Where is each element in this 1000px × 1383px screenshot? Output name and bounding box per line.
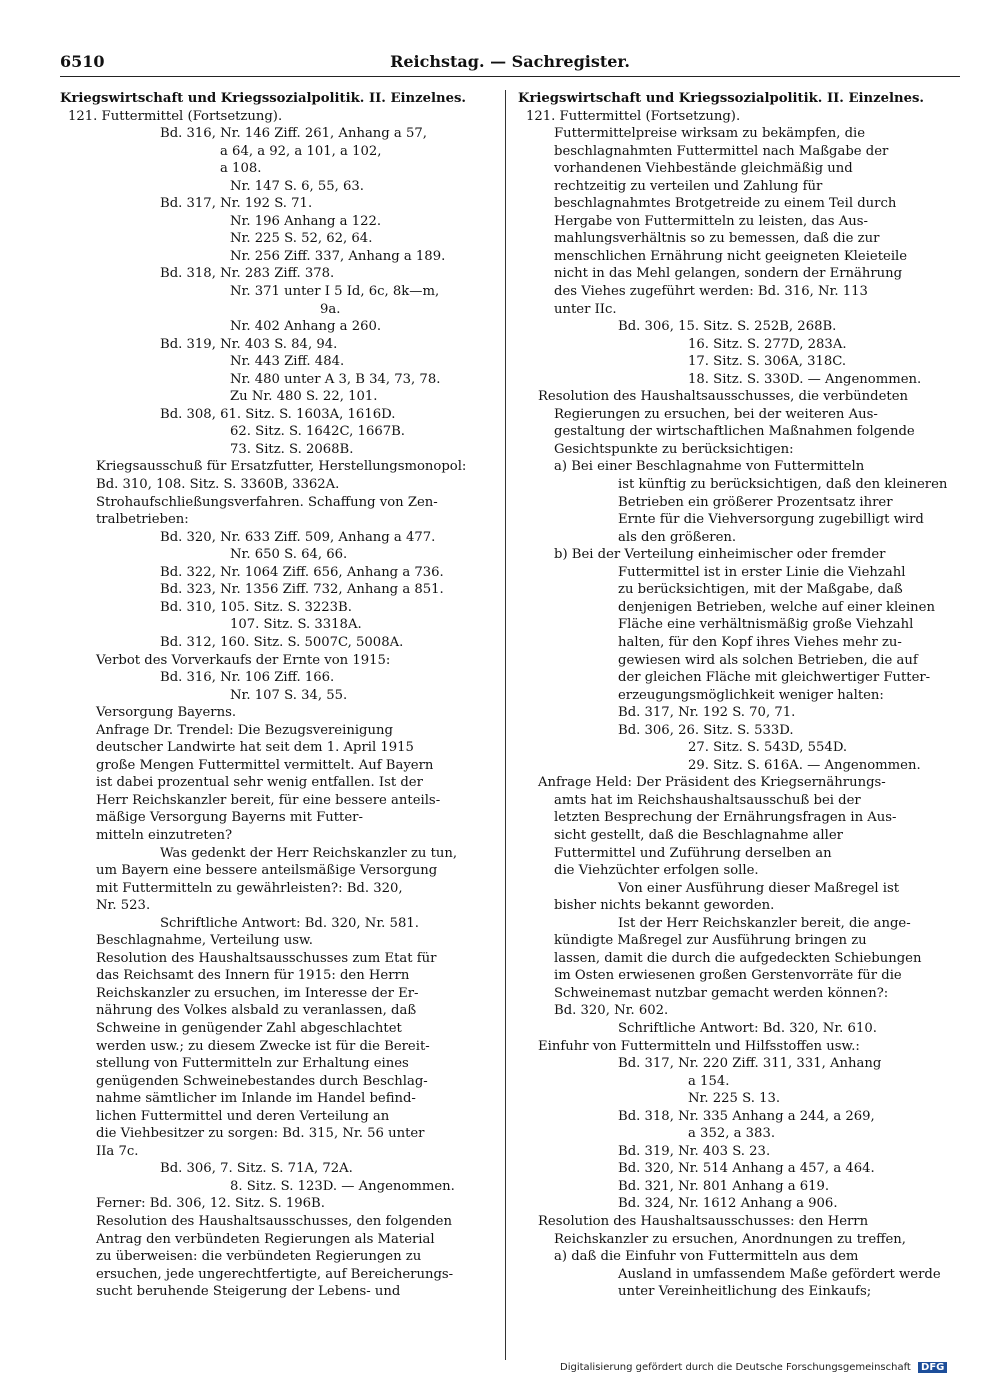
text-line: rechtzeitig zu verteilen und Zahlung für: [554, 178, 823, 194]
text-line: Nr. 225 S. 52, 62, 64.: [230, 231, 373, 247]
text-line: deutscher Landwirte hat seit dem 1. April 1915: [96, 740, 414, 756]
text-line: Reichskanzler zu ersuchen, im Interesse der Er-: [96, 985, 419, 1001]
page-title: Reichstag. — Sachregister.: [390, 52, 630, 71]
text-line: menschlichen Ernährung nicht geeigneten Kleieteile: [554, 248, 908, 264]
text-line: Betrieben ein größerer Prozentsatz ihrer: [618, 494, 893, 510]
text-line: a 154.: [688, 1073, 730, 1089]
text-line: mahlungsverhältnis so zu bemessen, daß die zur: [554, 231, 880, 247]
text-line: Futtermittel und Zuführung derselben an: [554, 845, 832, 861]
text-line: 9a.: [320, 301, 341, 317]
text-line: a) Bei einer Beschlagnahme von Futtermitteln: [554, 459, 865, 475]
text-line: Schriftliche Antwort: Bd. 320, Nr. 610.: [618, 1020, 877, 1036]
text-line: lichen Futtermittel und deren Verteilung an: [96, 1108, 390, 1124]
text-line: 18. Sitz. S. 330D. — Angenommen.: [688, 371, 922, 387]
text-line: Kriegsausschuß für Ersatzfutter, Herstellungsmonopol:: [96, 459, 467, 475]
text-line: Reichskanzler zu ersuchen, Anordnungen zu treffen,: [554, 1231, 906, 1247]
text-line: Nr. 196 Anhang a 122.: [230, 213, 382, 229]
text-line: Ferner: Bd. 306, 12. Sitz. S. 196B.: [96, 1196, 325, 1212]
text-line: als den größeren.: [618, 529, 737, 545]
text-line: mit Futtermitteln zu gewährleisten?: Bd. 320,: [96, 880, 403, 896]
text-line: im Osten erwiesenen großen Gerstenvorräte für die: [554, 968, 902, 984]
text-line: sicht gestellt, daß die Beschlagnahme aller: [554, 827, 843, 843]
dfg-logo: DFG: [918, 1362, 947, 1373]
text-line: 29. Sitz. S. 616A. — Angenommen.: [688, 757, 921, 773]
footer-credit: [560, 1362, 947, 1373]
text-line: Regierungen zu ersuchen, bei der weiteren Aus-: [554, 406, 878, 422]
text-line: Resolution des Haushaltsausschusses, den folgenden: [96, 1214, 452, 1229]
text-line: 8. Sitz. S. 123D. — Angenommen.: [230, 1178, 455, 1194]
text-line: des Viehes zugeführt werden: Bd. 316, Nr. 113: [554, 284, 868, 300]
text-line: genügenden Schweinebestandes durch Beschlag-: [96, 1073, 428, 1089]
text-line: Anfrage Held: Der Präsident des Kriegsernährungs-: [538, 775, 886, 791]
text-line: Ernte für die Viehversorgung zugebilligt wird: [618, 512, 924, 528]
text-line: Bd. 320, Nr. 633 Ziff. 509, Anhang a 477.: [160, 529, 436, 545]
text-line: Hergabe von Futtermitteln zu leisten, das Aus-: [554, 213, 868, 229]
text-line: das Reichsamt des Innern für 1915: den Herrn: [96, 968, 410, 984]
text-line: Bd. 306, 26. Sitz. S. 533D.: [618, 722, 794, 738]
text-line: beschlagnahmten Futtermittel nach Maßgabe der: [554, 143, 889, 159]
text-line: a 108.: [220, 161, 262, 177]
text-line: Beschlagnahme, Verteilung usw.: [96, 933, 313, 949]
text-line: die Viehbesitzer zu sorgen: Bd. 315, Nr. 56 unter: [96, 1126, 425, 1142]
text-line: Futtermittelpreise wirksam zu bekämpfen, die: [554, 126, 866, 142]
section-heading: Kriegswirtschaft und Kriegssozialpolitik. II. Einzelnes.: [60, 91, 467, 106]
text-line: Nr. 480 unter A 3, B 34, 73, 78.: [230, 371, 441, 387]
text-line: gestaltung der wirtschaftlichen Maßnahmen folgende: [554, 424, 915, 440]
left-column: [60, 90, 492, 1360]
text-line: IIa 7c.: [96, 1143, 139, 1159]
text-line: Resolution des Haushaltsausschusses, die verbündeten: [538, 389, 909, 405]
text-line: Nr. 147 S. 6, 55, 63.: [230, 178, 364, 194]
text-line: b) Bei der Verteilung einheimischer oder fremder: [554, 547, 886, 563]
text-line: lassen, damit die durch die aufgedeckten Schiebungen: [554, 950, 922, 966]
text-line: 27. Sitz. S. 543D, 554D.: [688, 740, 848, 756]
text-line: Schweinemast nutzbar gemacht werden können?:: [554, 985, 889, 1001]
text-line: Schriftliche Antwort: Bd. 320, Nr. 581.: [160, 915, 419, 931]
text-line: a 352, a 383.: [688, 1126, 776, 1142]
text-line: Nr. 523.: [96, 898, 151, 914]
text-line: die Viehzüchter erfolgen solle.: [554, 863, 759, 879]
text-line: Bd. 308, 61. Sitz. S. 1603A, 1616D.: [160, 406, 396, 422]
text-line: sucht beruhende Steigerung der Lebens- und: [96, 1284, 401, 1300]
text-line: Zu Nr. 480 S. 22, 101.: [230, 389, 378, 405]
text-line: ersuchen, jede ungerechtfertigte, auf Bereicherungs-: [96, 1266, 454, 1282]
text-line: Resolution des Haushaltsausschusses zum Etat für: [96, 950, 437, 966]
text-line: Bd. 318, Nr. 335 Anhang a 244, a 269,: [618, 1108, 875, 1124]
text-line: nicht in das Mehl gelangen, sondern der Ernährung: [554, 266, 903, 282]
text-line: letzten Besprechung der Ernährungsfragen in Aus-: [554, 810, 897, 826]
text-line: Bd. 319, Nr. 403 S. 23.: [618, 1143, 771, 1159]
text-line: nährung des Volkes alsbald zu veranlassen, daß: [96, 1003, 417, 1019]
text-line: erzeugungsmöglichkeit weniger halten:: [618, 687, 884, 703]
text-line: ist künftig zu berücksichtigen, daß den kleineren: [618, 477, 948, 493]
text-line: Von einer Ausführung dieser Maßregel ist: [618, 880, 900, 896]
text-line: ist dabei prozentual sehr wenig entfallen. Ist der: [96, 775, 423, 791]
text-line: Bd. 320, Nr. 514 Anhang a 457, a 464.: [618, 1161, 875, 1177]
text-line: 62. Sitz. S. 1642C, 1667B.: [230, 424, 406, 440]
text-line: Bd. 316, Nr. 146 Ziff. 261, Anhang a 57,: [160, 126, 427, 142]
text-line: Bd. 320, Nr. 602.: [554, 1003, 669, 1019]
text-line: Bd. 323, Nr. 1356 Ziff. 732, Anhang a 851.: [160, 582, 444, 598]
text-line: mäßige Versorgung Bayerns mit Futter-: [96, 810, 363, 826]
text-line: halten, für den Kopf ihres Viehes mehr zu-: [618, 634, 902, 650]
footer-text: Digitalisierung gefördert durch die Deutsche Forschungsgemeinschaft: [560, 1362, 911, 1373]
text-line: Resolution des Haushaltsausschusses: den Herrn: [538, 1214, 869, 1229]
text-line: Bd. 324, Nr. 1612 Anhang a 906.: [618, 1196, 838, 1212]
text-line: nahme sämtlicher im Inlande im Handel befind-: [96, 1091, 416, 1107]
text-line: kündigte Maßregel zur Ausführung bringen zu: [554, 933, 867, 949]
text-line: Bd. 310, 108. Sitz. S. 3360B, 3362A.: [96, 477, 340, 493]
text-line: Bd. 310, 105. Sitz. S. 3223B.: [160, 599, 352, 615]
text-line: Bd. 322, Nr. 1064 Ziff. 656, Anhang a 736.: [160, 564, 444, 580]
text-line: Nr. 650 S. 64, 66.: [230, 547, 348, 563]
text-line: gewiesen wird als solchen Betrieben, die auf: [618, 652, 918, 668]
text-line: 73. Sitz. S. 2068B.: [230, 441, 354, 457]
text-line: Bd. 318, Nr. 283 Ziff. 378.: [160, 266, 335, 282]
text-line: Bd. 306, 15. Sitz. S. 252B, 268B.: [618, 319, 837, 335]
text-line: Einfuhr von Futtermitteln und Hilfsstoffen usw.:: [538, 1038, 860, 1054]
text-line: amts hat im Reichshaushaltsausschuß bei der: [554, 792, 861, 808]
two-column-body: [60, 90, 960, 1360]
text-line: zu überweisen: die verbündeten Regierungen zu: [96, 1249, 422, 1265]
text-line: 17. Sitz. S. 306A, 318C.: [688, 354, 847, 370]
text-line: werden usw.; zu diesem Zwecke ist für die Bereit-: [96, 1038, 430, 1054]
text-line: 107. Sitz. S. 3318A.: [230, 617, 362, 633]
text-line: denjenigen Betrieben, welche auf einer kleinen: [618, 599, 935, 615]
text-line: Nr. 443 Ziff. 484.: [230, 354, 345, 370]
text-line: unter IIc.: [554, 301, 617, 317]
text-line: stellung von Futtermitteln zur Erhaltung eines: [96, 1056, 409, 1072]
text-line: mitteln einzutreten?: [96, 827, 233, 843]
right-column: [518, 90, 950, 1360]
text-line: unter Vereinheitlichung des Einkaufs;: [618, 1284, 872, 1300]
text-line: Nr. 371 unter I 5 Id, 6c, 8k—m,: [230, 284, 440, 300]
page: [60, 50, 960, 1300]
text-line: Bd. 319, Nr. 403 S. 84, 94.: [160, 336, 338, 352]
text-line: Fläche eine verhältnismäßig große Viehzahl: [618, 617, 914, 633]
text-line: Gesichtspunkte zu berücksichtigen:: [554, 441, 794, 457]
text-line: Bd. 321, Nr. 801 Anhang a 619.: [618, 1178, 830, 1194]
text-line: Futtermittel ist in erster Linie die Viehzahl: [618, 564, 906, 580]
text-line: 121. Futtermittel (Fortsetzung).: [68, 108, 283, 124]
text-line: Bd. 317, Nr. 220 Ziff. 311, 331, Anhang: [618, 1056, 882, 1072]
text-line: Nr. 107 S. 34, 55.: [230, 687, 348, 703]
text-line: zu berücksichtigen, mit der Maßgabe, daß: [618, 582, 903, 598]
text-line: 121. Futtermittel (Fortsetzung).: [526, 108, 741, 124]
text-line: große Mengen Futtermittel vermittelt. Auf Bayern: [96, 757, 434, 773]
text-line: Herr Reichskanzler bereit, für eine bessere anteils-: [96, 792, 441, 808]
text-line: Bd. 306, 7. Sitz. S. 71A, 72A.: [160, 1161, 353, 1177]
text-line: Nr. 225 S. 13.: [688, 1091, 781, 1107]
text-line: Versorgung Bayerns.: [96, 705, 237, 721]
text-line: a 64, a 92, a 101, a 102,: [220, 143, 382, 159]
text-line: Anfrage Dr. Trendel: Die Bezugsvereinigung: [96, 722, 393, 738]
text-line: tralbetrieben:: [96, 512, 189, 528]
text-line: Bd. 316, Nr. 106 Ziff. 166.: [160, 670, 335, 686]
text-line: Nr. 256 Ziff. 337, Anhang a 189.: [230, 248, 446, 264]
column-divider: [505, 90, 506, 1360]
text-line: 16. Sitz. S. 277D, 283A.: [688, 336, 847, 352]
section-heading: Kriegswirtschaft und Kriegssozialpolitik. II. Einzelnes.: [518, 91, 925, 106]
text-line: Antrag den verbündeten Regierungen als Material: [96, 1231, 435, 1247]
text-line: Bd. 317, Nr. 192 S. 70, 71.: [618, 705, 796, 721]
text-line: Bd. 317, Nr. 192 S. 71.: [160, 196, 313, 212]
text-line: Strohaufschließungsverfahren. Schaffung von Zen-: [96, 494, 438, 510]
text-line: Ist der Herr Reichskanzler bereit, die ange-: [618, 915, 911, 931]
text-line: Was gedenkt der Herr Reichskanzler zu tun,: [160, 845, 458, 861]
page-number: 6510: [60, 52, 105, 71]
text-line: Nr. 402 Anhang a 260.: [230, 319, 382, 335]
text-line: beschlagnahmtes Brotgetreide zu einem Teil durch: [554, 196, 897, 212]
running-header: [60, 50, 960, 77]
text-line: Schweine in genügender Zahl abgeschlachtet: [96, 1020, 402, 1036]
text-line: bisher nichts bekannt geworden.: [554, 898, 775, 914]
text-line: der gleichen Fläche mit gleichwertiger Futter-: [618, 670, 931, 686]
text-line: a) daß die Einfuhr von Futtermitteln aus dem: [554, 1249, 859, 1265]
text-line: Verbot des Vorverkaufs der Ernte von 1915:: [96, 652, 391, 668]
text-line: Bd. 312, 160. Sitz. S. 5007C, 5008A.: [160, 634, 404, 650]
text-line: vorhandenen Viehbestände gleichmäßig und: [554, 161, 853, 177]
text-line: Ausland in umfassendem Maße gefördert werde: [618, 1266, 941, 1282]
text-line: um Bayern eine bessere anteilsmäßige Versorgung: [96, 863, 438, 879]
